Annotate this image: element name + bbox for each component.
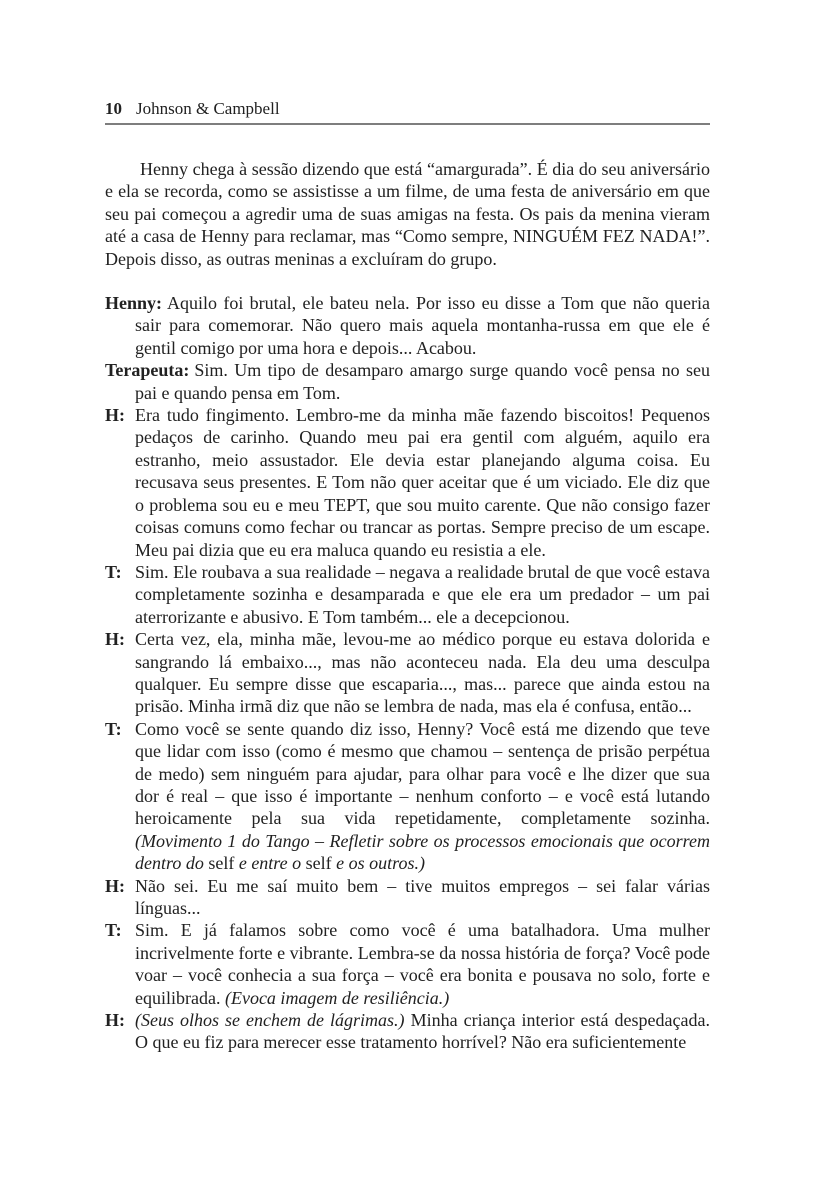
page-number: 10	[105, 99, 122, 118]
speaker-label: T:	[105, 920, 122, 941]
page-header	[105, 99, 710, 125]
dialogue-segment: Minha criança interior está despedaçada. O que eu fiz para merecer esse tratamento horrível? Não era suficientemente	[135, 1010, 710, 1053]
speaker-label: H:	[105, 875, 125, 896]
speaker-label: H:	[105, 1010, 125, 1031]
dialogue-segment: Como você se sente quando diz isso, Henny? Você está me dizendo que teve que lidar com isso (como é mesmo que chamou – sentença de prisão perpétua de medo) sem ninguém para ajudar, para olhar para você e lhe dizer que sua dor é real – que isso é importante – nenhum conforto – e você está lutando heroicamente pela sua vida repetidamente, completamente sozinha.	[135, 718, 710, 829]
dialogue-segment: e os outros.)	[331, 853, 425, 874]
dialogue-segment: Sim. Um tipo de desamparo amargo surge quando você pensa no seu pai e quando pensa em Tom.	[135, 360, 710, 403]
speaker-label: H:	[105, 629, 125, 650]
dialogue-segment: (Seus olhos se enchem de lágrimas.)	[135, 1010, 405, 1031]
dialogue-segment: Certa vez, ela, minha mãe, levou-me ao médico porque eu estava dolorida e sangrando lá embaixo..., mas não aconteceu nada. Ela deu uma desculpa qualquer. Eu sempre disse que escaparia..., mas... parece que ainda estou na prisão. Minha irmã diz que não se lembra de nada, mas ela é confusa, então...	[135, 629, 710, 717]
speaker-label: Terapeuta:	[105, 360, 190, 381]
dialogue-entry	[105, 292, 710, 359]
dialogue-entry	[105, 875, 710, 920]
dialogue-segment: (Movimento 1 do Tango – Refletir sobre os processos emocionais que ocorrem dentro do	[135, 830, 710, 874]
dialogue-segment: Não sei. Eu me saí muito bem – tive muitos empregos – sei falar várias línguas...	[135, 875, 710, 918]
dialogue-entry	[105, 561, 710, 628]
dialogue-text	[135, 360, 710, 402]
dialogue-entry	[105, 919, 710, 1009]
speaker-label: T:	[105, 561, 122, 582]
dialogue-text	[135, 876, 710, 918]
dialogue-segment: (Evoca imagem de resiliência.)	[224, 987, 450, 1008]
speaker-label: H:	[105, 405, 125, 426]
dialogue-entry	[105, 628, 710, 718]
dialogue-entry	[105, 404, 710, 561]
dialogue-text	[135, 562, 710, 627]
dialogue-segment: self	[305, 853, 332, 874]
dialogue-list	[105, 292, 710, 1054]
speaker-label: T:	[105, 718, 122, 739]
dialogue-segment: self	[208, 853, 235, 874]
dialogue-text	[135, 920, 710, 1007]
page-body	[105, 158, 710, 1054]
dialogue-entry	[105, 1009, 710, 1054]
dialogue-entry	[105, 718, 710, 875]
dialogue-segment: Era tudo fingimento. Lembro-me da minha mãe fazendo biscoitos! Pequenos pedaços de carinho. Quando meu pai era gentil com alguém, aquilo era estranho, meio assustador. Ele devia estar planejando alguma coisa. Eu recusava seus presentes. E Tom não quer aceitar que é um viciado. Ele diz que o problema sou eu e meu TEPT, que sou muito carente. Que não consigo fazer coisas comuns como fechar ou trancar as portas. Sempre preciso de um escape. Meu pai dizia que eu era maluca quando eu resistia a ele.	[135, 405, 710, 560]
dialogue-segment: Sim. E já falamos sobre como você é uma batalhadora. Uma mulher incrivelmente forte e vibrante. Lembra-se da nossa história de força? Você pode voar – você conhecia a sua força – você era bonita e pousava no solo, forte e equilibrada.	[135, 920, 710, 1008]
dialogue-segment: Sim. Ele roubava a sua realidade – negava a realidade brutal de que você estava completamente sozinha e desamparada e que ele era um predador – um pai aterrorizante e abusivo. E Tom também... ele a decepcionou.	[135, 561, 710, 627]
dialogue-text	[135, 405, 710, 559]
running-head: Johnson & Campbell	[136, 99, 280, 118]
dialogue-segment: Aquilo foi brutal, ele bateu nela. Por isso eu disse a Tom que não queria sair para comemorar. Não quero mais aquela montanha-russa em que ele é gentil comigo por uma hora e depois... Acabou.	[135, 293, 710, 358]
speaker-label: Henny:	[105, 293, 163, 314]
dialogue-entry	[105, 359, 710, 404]
dialogue-text	[135, 719, 710, 873]
dialogue-segment: e entre o	[234, 853, 306, 874]
dialogue-text	[135, 293, 710, 358]
dialogue-text	[135, 629, 710, 716]
dialogue-text	[135, 1010, 710, 1052]
intro-paragraph: Henny chega à sessão dizendo que está “amargurada”. É dia do seu aniversário e ela se recorda, como se assistisse a um filme, de uma festa de aniversário em que seu pai começou a agredir uma de suas amigas na festa. Os pais da menina vieram até a casa de Henny para reclamar, mas “Como sempre, NINGUÉM FEZ NADA!”. Depois disso, as outras meninas a excluíram do grupo.	[105, 159, 710, 269]
